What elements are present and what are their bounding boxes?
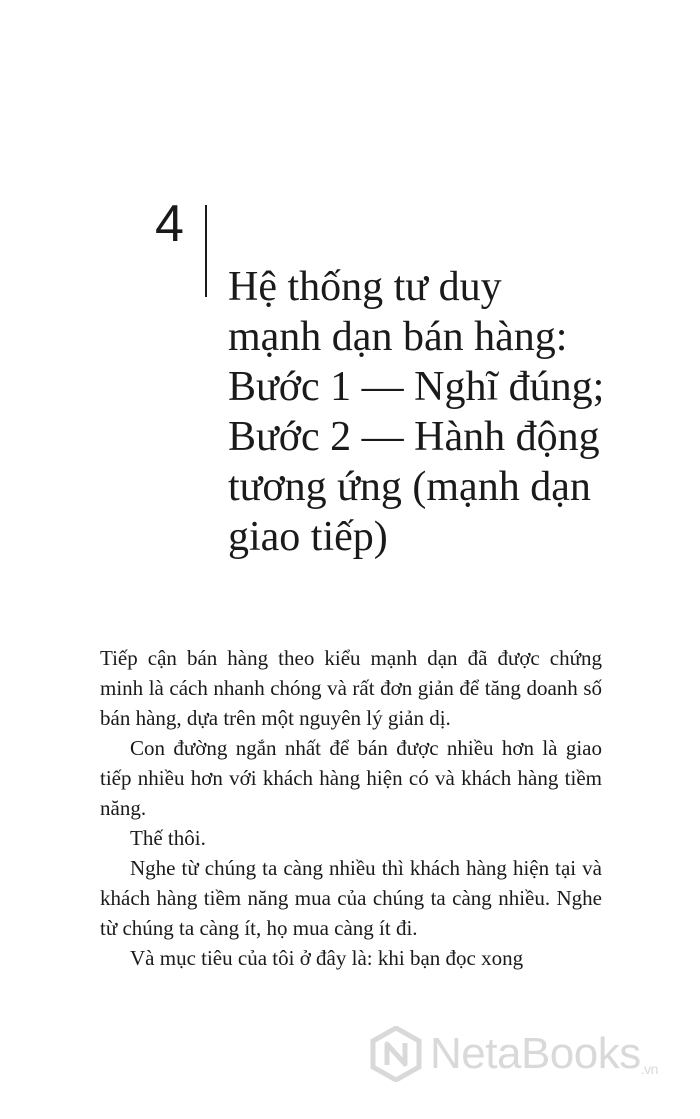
body-text [100,643,602,973]
watermark-brand: NetaBooks [430,1029,641,1078]
chapter-title-line: Bước 2 — Hành động [228,414,600,460]
netabooks-logo-icon [370,1026,422,1082]
body-paragraph: Tiếp cận bán hàng theo kiểu mạnh dạn đã được chứng minh là cách nhanh chóng và rất đơn giản để tăng doanh số bán hàng, dựa trên một nguyên lý giản dị. [100,646,602,730]
body-paragraph: Con đường ngắn nhất để bán được nhiều hơn là giao tiếp nhiều hơn với khách hàng hiện có và khách hàng tiềm năng. [100,736,602,820]
watermark [370,1026,658,1082]
chapter-number: 4 [155,195,184,253]
chapter-title-line: Bước 1 — Nghĩ đúng; [228,364,605,410]
body-paragraph: Và mục tiêu của tôi ở đây là: khi bạn đọc xong [130,946,524,970]
body-paragraph: Nghe từ chúng ta càng nhiều thì khách hàng hiện tại và khách hàng tiềm năng mua của chúng ta càng nhiều. Nghe từ chúng ta càng ít, họ mua càng ít đi. [100,856,602,940]
chapter-title-line: mạnh dạn bán hàng: [228,314,568,360]
chapter-divider-rule [205,205,207,297]
chapter-title-line: tương ứng (mạnh dạn [228,464,591,510]
watermark-brand-text [430,1029,658,1078]
body-paragraph: Thế thôi. [130,826,206,850]
chapter-title-line: giao tiếp) [228,514,388,560]
chapter-title-line: Hệ thống tư duy [228,264,502,310]
chapter-title [228,262,648,562]
watermark-suffix: .vn [640,1061,658,1077]
